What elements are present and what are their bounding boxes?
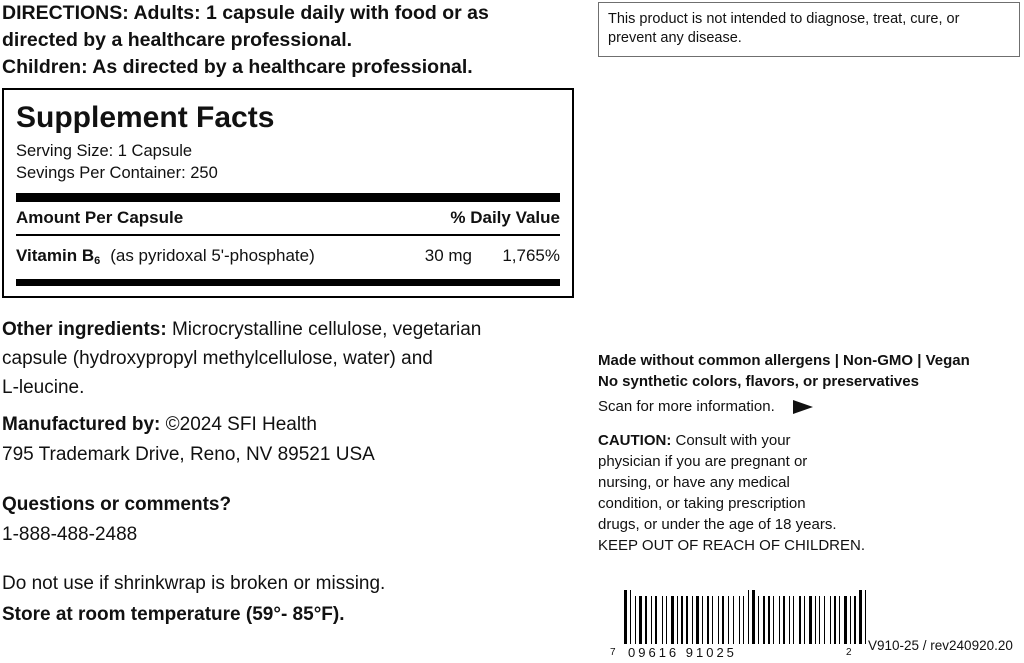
storage-note: Store at room temperature (59°- 85°F). [2,604,345,625]
caution-line-5: drugs, or under the age of 18 years. [598,516,837,533]
supplement-facts-header-row [16,202,560,234]
directions-line-3: Children: As directed by a healthcare professional. [2,56,473,78]
other-ingredients-label: Other ingredients: [2,319,167,340]
servings-per-container: Sevings Per Container: 250 [16,164,218,182]
revision-code: V910-25 / rev240920.20 [868,638,1013,653]
nutrient-name [16,245,380,269]
caution-block [598,430,898,556]
supplement-facts-title: Supplement Facts [16,101,275,134]
claims-line-1: Made without common allergens | Non-GMO | Vegan [598,352,970,369]
table-row [16,236,560,279]
caution-line-3: nursing, or have any medical [598,474,790,491]
manufacturer-company: ©2024 SFI Health [160,414,317,435]
arrow-right-icon [793,400,813,414]
questions-label: Questions or comments? [2,494,232,515]
caution-line-1: Consult with your [671,432,791,449]
caution-line-6: KEEP OUT OF REACH OF CHILDREN. [598,537,865,554]
barcode-block [610,596,870,661]
disclaimer-line-1: This product is not intended to diagnose, treat, cure, or [608,11,960,27]
directions-block [2,0,562,81]
nutrient-source: (as pyridoxal 5'-phosphate) [110,246,315,265]
nutrient-subscript: 6 [94,255,101,267]
right-panel [596,0,1024,663]
nutrient-amount: 30 mg [424,246,472,265]
questions-block [2,490,572,550]
disclaimer-line-2: prevent any disease. [608,30,742,46]
claims-line-2: No synthetic colors, flavors, or preservatives [598,373,919,390]
bottom-notes-block [2,568,572,630]
other-ingredients-line-3: L-leucine. [2,377,85,398]
manufacturer-address: 795 Trademark Drive, Reno, NV 89521 USA [2,444,375,465]
scan-text: Scan for more information. [598,398,775,415]
nutrient-daily-value: 1,765% [502,246,560,265]
barcode-right-digit: 2 [846,647,852,658]
caution-label: CAUTION: [598,432,672,449]
directions-line-1: DIRECTIONS: Adults: 1 capsule daily with food or as [2,2,489,24]
barcode-image [624,596,870,644]
other-ingredients-line-2: capsule (hydroxypropyl methylcellulose, water) and [2,348,433,369]
caution-line-2: physician if you are pregnant or [598,453,808,470]
shrinkwrap-note: Do not use if shrinkwrap is broken or missing. [2,573,386,594]
serving-size: Serving Size: 1 Capsule [16,142,193,160]
manufacturer-label: Manufactured by: [2,414,161,435]
other-ingredients-line-1: Microcrystalline cellulose, vegetarian [166,319,482,340]
supplement-facts-panel [2,88,574,298]
caution-line-4: condition, or taking prescription [598,495,806,512]
header-amount-per-capsule: Amount Per Capsule [16,208,184,227]
directions-line-2: directed by a healthcare professional. [2,29,353,51]
divider-thick-top [16,193,560,202]
scan-info-block [598,396,1022,417]
header-daily-value: % Daily Value [450,208,560,227]
other-ingredients-block [2,315,572,402]
divider-thick-bottom [16,279,560,286]
product-claims-block [598,350,1022,392]
barcode-digits [610,645,870,661]
nutrient-name-text: Vitamin B [16,246,95,265]
questions-phone[interactable]: 1-888-488-2488 [2,524,138,545]
barcode-left-digit: 7 [610,647,616,658]
barcode-main-digits: 09616 91025 [628,645,737,660]
manufacturer-block [2,410,572,470]
fda-disclaimer-box [598,2,1020,57]
